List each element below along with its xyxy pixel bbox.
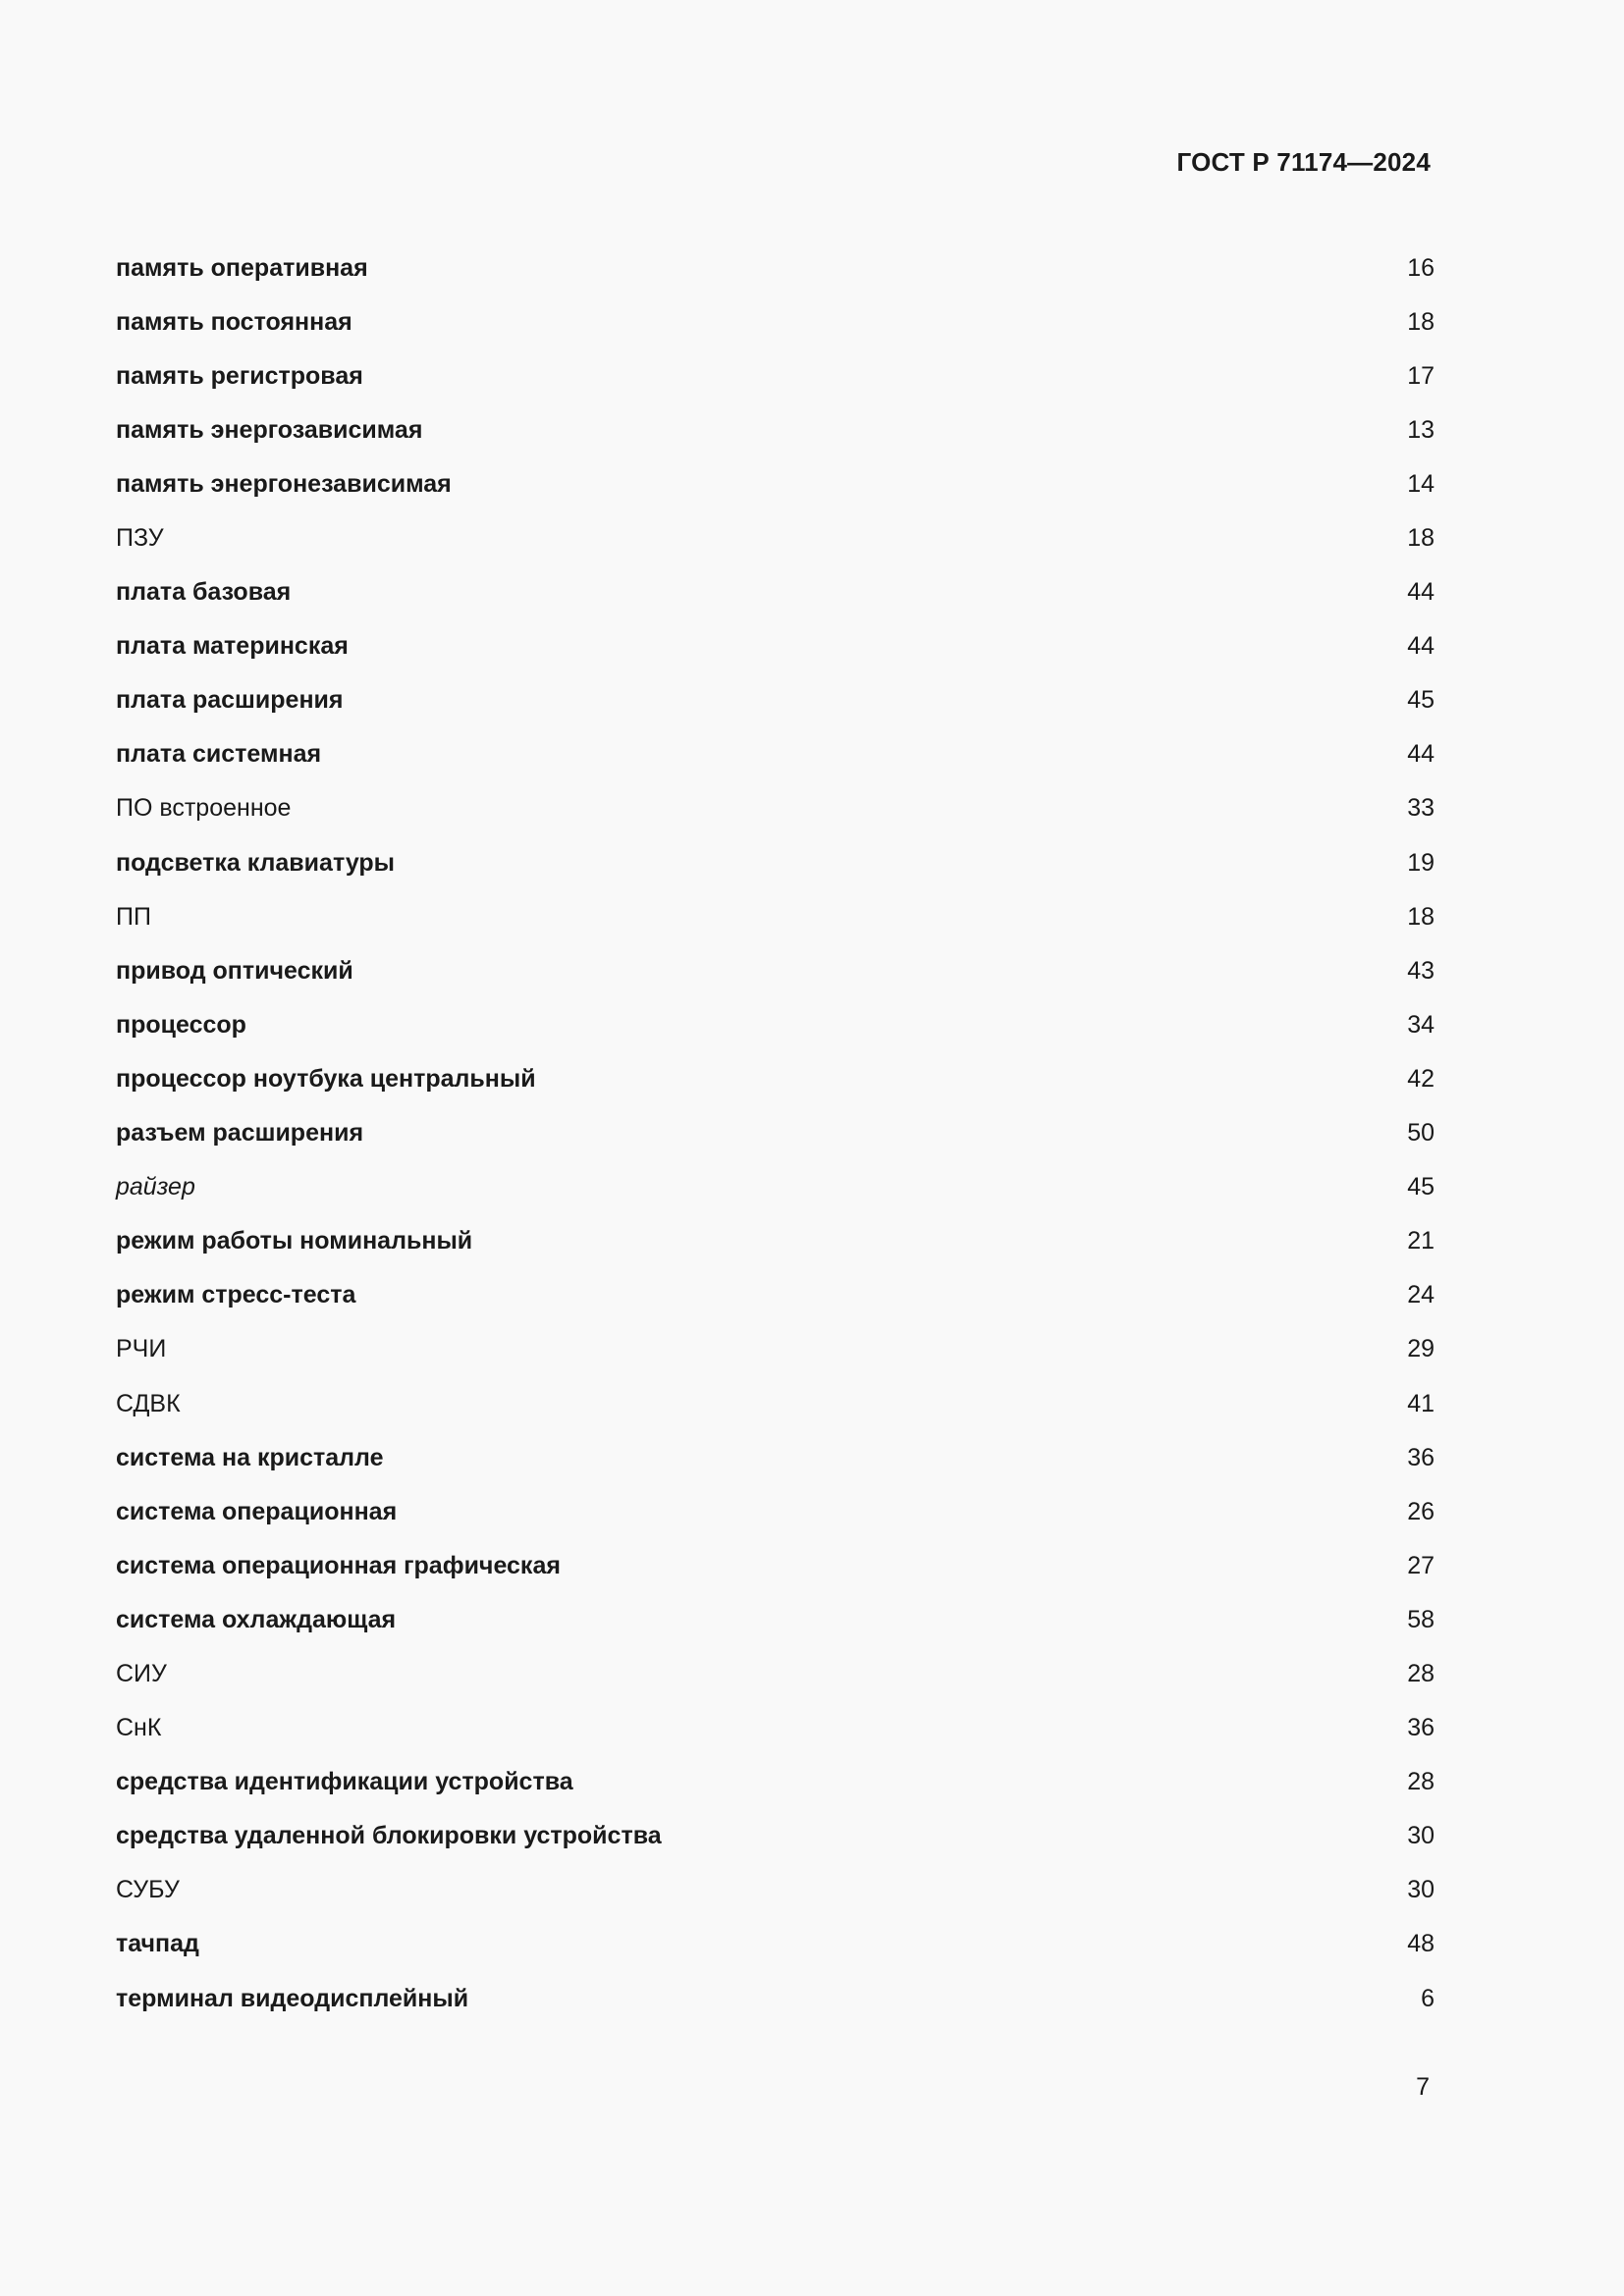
index-entry	[116, 456, 1435, 510]
index-entry	[116, 673, 1435, 727]
index-page-ref: 44	[1407, 578, 1435, 607]
index-page-ref: 30	[1407, 1876, 1435, 1904]
index-entry	[116, 1484, 1435, 1538]
index-entry	[116, 1755, 1435, 1809]
index-term: процессор ноутбука центральный	[116, 1064, 536, 1093]
index-entry	[116, 240, 1435, 294]
index-term: плата расширения	[116, 686, 344, 715]
index-page-ref: 43	[1407, 956, 1435, 985]
index-page-ref: 36	[1407, 1443, 1435, 1471]
index-page-ref: 44	[1407, 632, 1435, 661]
index-page-ref: 28	[1407, 1768, 1435, 1796]
index-page-ref: 29	[1407, 1335, 1435, 1363]
index-page-ref: 17	[1407, 361, 1435, 390]
index-entry	[116, 402, 1435, 456]
index-entry	[116, 510, 1435, 564]
index-entry	[116, 835, 1435, 889]
index-term: терминал видеодисплейный	[116, 1984, 469, 2012]
index-term: режим стресс-теста	[116, 1281, 356, 1309]
index-page-ref: 33	[1407, 794, 1435, 823]
index-page-ref: 30	[1407, 1822, 1435, 1850]
index-term: ПЗУ	[116, 524, 164, 553]
index-term: система операционная графическая	[116, 1551, 561, 1579]
index-page-ref: 34	[1407, 1010, 1435, 1039]
index-entry	[116, 348, 1435, 402]
index-entry	[116, 1646, 1435, 1700]
index-page-ref: 18	[1407, 524, 1435, 553]
index-term: средства удаленной блокировки устройства	[116, 1822, 662, 1850]
index-term: память энергонезависимая	[116, 469, 452, 498]
index-page-ref: 45	[1407, 1173, 1435, 1201]
index-page-ref: 42	[1407, 1064, 1435, 1093]
index-page-ref: 21	[1407, 1227, 1435, 1255]
index-page-ref: 6	[1421, 1984, 1435, 2012]
index-term: плата базовая	[116, 578, 292, 607]
index-page-ref: 36	[1407, 1714, 1435, 1742]
index-term: разъем расширения	[116, 1119, 364, 1148]
index-entry	[116, 1538, 1435, 1592]
index-page-ref: 48	[1407, 1930, 1435, 1958]
index-entry	[116, 294, 1435, 348]
index-entry	[116, 1376, 1435, 1430]
alphabetical-index	[116, 240, 1435, 2025]
index-page-ref: 50	[1407, 1119, 1435, 1148]
index-entry	[116, 1592, 1435, 1646]
index-entry	[116, 1809, 1435, 1863]
index-page-ref: 13	[1407, 415, 1435, 444]
page-number: 7	[1416, 2073, 1430, 2101]
index-page-ref: 44	[1407, 740, 1435, 769]
index-term: подсветка клавиатуры	[116, 848, 396, 877]
index-entry	[116, 997, 1435, 1051]
index-term: память оперативная	[116, 253, 368, 282]
index-entry	[116, 889, 1435, 943]
index-entry	[116, 1051, 1435, 1105]
index-page-ref: 18	[1407, 902, 1435, 931]
index-page-ref: 14	[1407, 469, 1435, 498]
index-term: средства идентификации устройства	[116, 1768, 573, 1796]
index-term: райзер	[116, 1173, 195, 1201]
index-page-ref: 41	[1407, 1389, 1435, 1417]
index-entry	[116, 1160, 1435, 1214]
index-page-ref: 24	[1407, 1281, 1435, 1309]
index-term: система на кристалле	[116, 1443, 384, 1471]
index-entry	[116, 1268, 1435, 1322]
index-page-ref: 58	[1407, 1605, 1435, 1633]
index-entry	[116, 1863, 1435, 1917]
index-term: память регистровая	[116, 361, 363, 390]
index-page-ref: 16	[1407, 253, 1435, 282]
index-page-ref: 18	[1407, 307, 1435, 336]
index-term: СДВК	[116, 1389, 181, 1417]
index-term: система охлаждающая	[116, 1605, 397, 1633]
index-entry	[116, 1214, 1435, 1268]
index-entry	[116, 1971, 1435, 2025]
index-entry	[116, 1322, 1435, 1376]
index-term: СУБУ	[116, 1876, 180, 1904]
index-term: СнК	[116, 1714, 162, 1742]
index-term: привод оптический	[116, 956, 353, 985]
index-page-ref: 28	[1407, 1659, 1435, 1687]
index-entry	[116, 1106, 1435, 1160]
index-entry	[116, 565, 1435, 619]
index-page-ref: 45	[1407, 686, 1435, 715]
index-entry	[116, 943, 1435, 997]
index-term: память постоянная	[116, 307, 352, 336]
index-term: тачпад	[116, 1930, 199, 1958]
index-entry	[116, 619, 1435, 673]
index-page-ref: 26	[1407, 1497, 1435, 1525]
index-term: плата системная	[116, 740, 322, 769]
index-term: РЧИ	[116, 1335, 167, 1363]
index-term: память энергозависимая	[116, 415, 423, 444]
index-entry	[116, 781, 1435, 835]
index-entry	[116, 727, 1435, 781]
index-term: ПП	[116, 902, 151, 931]
index-term: ПО встроенное	[116, 794, 292, 823]
index-page-ref: 19	[1407, 848, 1435, 877]
index-term: процессор	[116, 1010, 246, 1039]
index-term: режим работы номинальный	[116, 1227, 473, 1255]
document-header: ГОСТ Р 71174—2024	[1176, 147, 1431, 177]
index-term: система операционная	[116, 1497, 398, 1525]
index-page-ref: 27	[1407, 1551, 1435, 1579]
index-entry	[116, 1430, 1435, 1484]
index-entry	[116, 1701, 1435, 1755]
index-entry	[116, 1917, 1435, 1971]
index-term: плата материнская	[116, 632, 349, 661]
index-term: СИУ	[116, 1659, 167, 1687]
